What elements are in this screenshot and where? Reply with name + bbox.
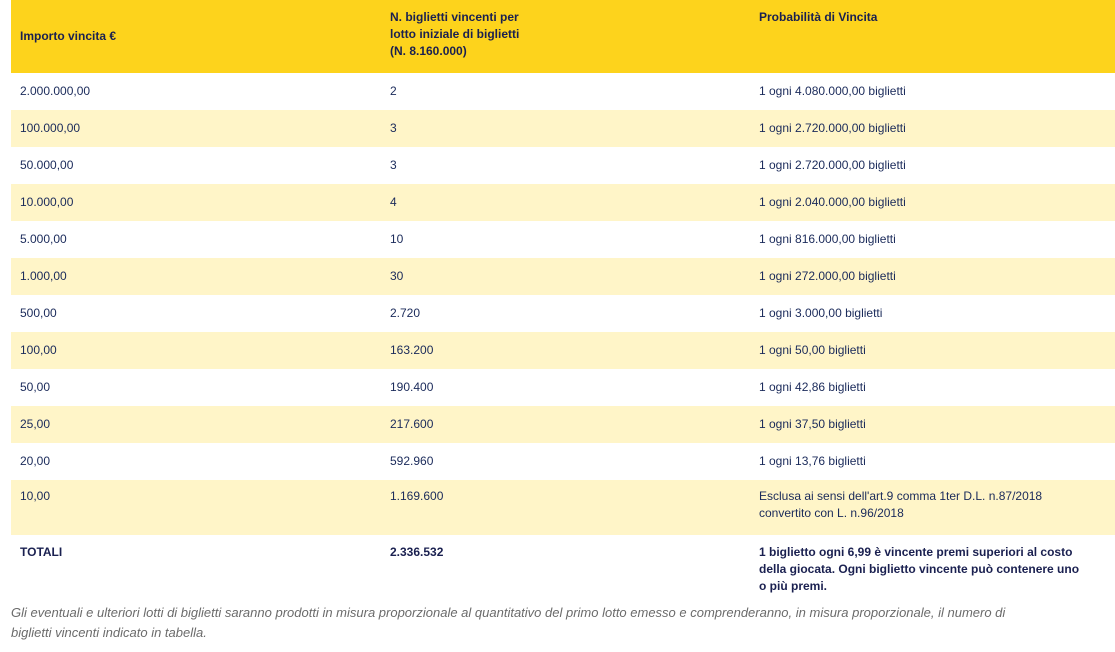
cell-winners: 190.400 <box>390 380 434 394</box>
cell-probability: 1 ogni 816.000,00 biglietti <box>759 232 896 246</box>
cell-probability: 1 ogni 4.080.000,00 biglietti <box>759 84 906 98</box>
totals-row <box>11 535 1115 601</box>
cell-winners: 163.200 <box>390 343 434 357</box>
cell-amount: 10,00 <box>20 489 51 503</box>
total-probability-line3: o più premi. <box>759 579 828 593</box>
cell-amount: 20,00 <box>20 454 51 468</box>
table-row <box>11 295 1115 332</box>
cell-amount: 5.000,00 <box>20 232 67 246</box>
footnote-line1: Gli eventuali e ulteriori lotti di biglietti saranno prodotti in misura proporzionale al quantitativo del primo lotto emesso e comprenderanno, in misura proporzionale, il numero di <box>11 605 1006 620</box>
cell-winners: 1.169.600 <box>390 489 444 503</box>
cell-winners: 30 <box>390 269 404 283</box>
footnote <box>11 603 1115 643</box>
cell-winners: 3 <box>390 158 397 172</box>
cell-amount: 500,00 <box>20 306 57 320</box>
table-row <box>11 443 1115 480</box>
table-row <box>11 147 1115 184</box>
header-winners-line2: lotto iniziale di biglietti <box>390 27 520 41</box>
table-row <box>11 110 1115 147</box>
total-probability-line1: 1 biglietto ogni 6,99 è vincente premi superiori al costo <box>759 545 1073 559</box>
cell-amount: 10.000,00 <box>20 195 74 209</box>
cell-amount: 50.000,00 <box>20 158 74 172</box>
cell-winners: 2.720 <box>390 306 421 320</box>
cell-probability: 1 ogni 2.040.000,00 biglietti <box>759 195 906 209</box>
cell-winners: 217.600 <box>390 417 434 431</box>
cell-amount: 2.000.000,00 <box>20 84 91 98</box>
table-row <box>11 258 1115 295</box>
cell-winners: 3 <box>390 121 397 135</box>
table-row <box>11 369 1115 406</box>
prize-table <box>11 0 1115 601</box>
total-probability-line2: della giocata. Ogni biglietto vincente può contenere uno <box>759 562 1080 576</box>
table-row <box>11 184 1115 221</box>
cell-probability: 1 ogni 2.720.000,00 biglietti <box>759 121 906 135</box>
cell-probability: 1 ogni 2.720.000,00 biglietti <box>759 158 906 172</box>
cell-probability-line1: Esclusa ai sensi dell'art.9 comma 1ter D.L. n.87/2018 <box>759 489 1043 503</box>
cell-amount: 100.000,00 <box>20 121 81 135</box>
cell-probability: 1 ogni 50,00 biglietti <box>759 343 866 357</box>
cell-probability <box>750 480 1115 535</box>
table-row <box>11 332 1115 369</box>
cell-amount: 100,00 <box>20 343 57 357</box>
cell-winners: 2 <box>390 84 397 98</box>
cell-winners: 4 <box>390 195 397 209</box>
cell-probability: 1 ogni 37,50 biglietti <box>759 417 866 431</box>
table-row <box>11 221 1115 258</box>
footnote-line2: biglietti vincenti indicato in tabella. <box>11 625 207 640</box>
header-winners-line1: N. biglietti vincenti per <box>390 10 519 24</box>
cell-probability: 1 ogni 272.000,00 biglietti <box>759 269 896 283</box>
table-row <box>11 73 1115 110</box>
header-winners-line3: (N. 8.160.000) <box>390 44 467 58</box>
header-amount: Importo vincita € <box>20 29 117 43</box>
table-row <box>11 406 1115 443</box>
total-winners: 2.336.532 <box>390 545 444 559</box>
cell-probability: 1 ogni 13,76 biglietti <box>759 454 866 468</box>
cell-amount: 25,00 <box>20 417 51 431</box>
table-row <box>11 480 1115 535</box>
table-header-row <box>11 0 1115 73</box>
cell-probability: 1 ogni 3.000,00 biglietti <box>759 306 883 320</box>
cell-winners: 592.960 <box>390 454 434 468</box>
prize-table-container <box>11 0 1115 601</box>
cell-winners: 10 <box>390 232 404 246</box>
header-probability: Probabilità di Vincita <box>759 10 878 24</box>
total-label: TOTALI <box>20 545 63 559</box>
cell-probability-line2: convertito con L. n.96/2018 <box>759 506 904 520</box>
header-winners <box>381 0 750 73</box>
total-probability <box>750 535 1115 601</box>
cell-amount: 50,00 <box>20 380 51 394</box>
cell-amount: 1.000,00 <box>20 269 67 283</box>
cell-probability: 1 ogni 42,86 biglietti <box>759 380 866 394</box>
